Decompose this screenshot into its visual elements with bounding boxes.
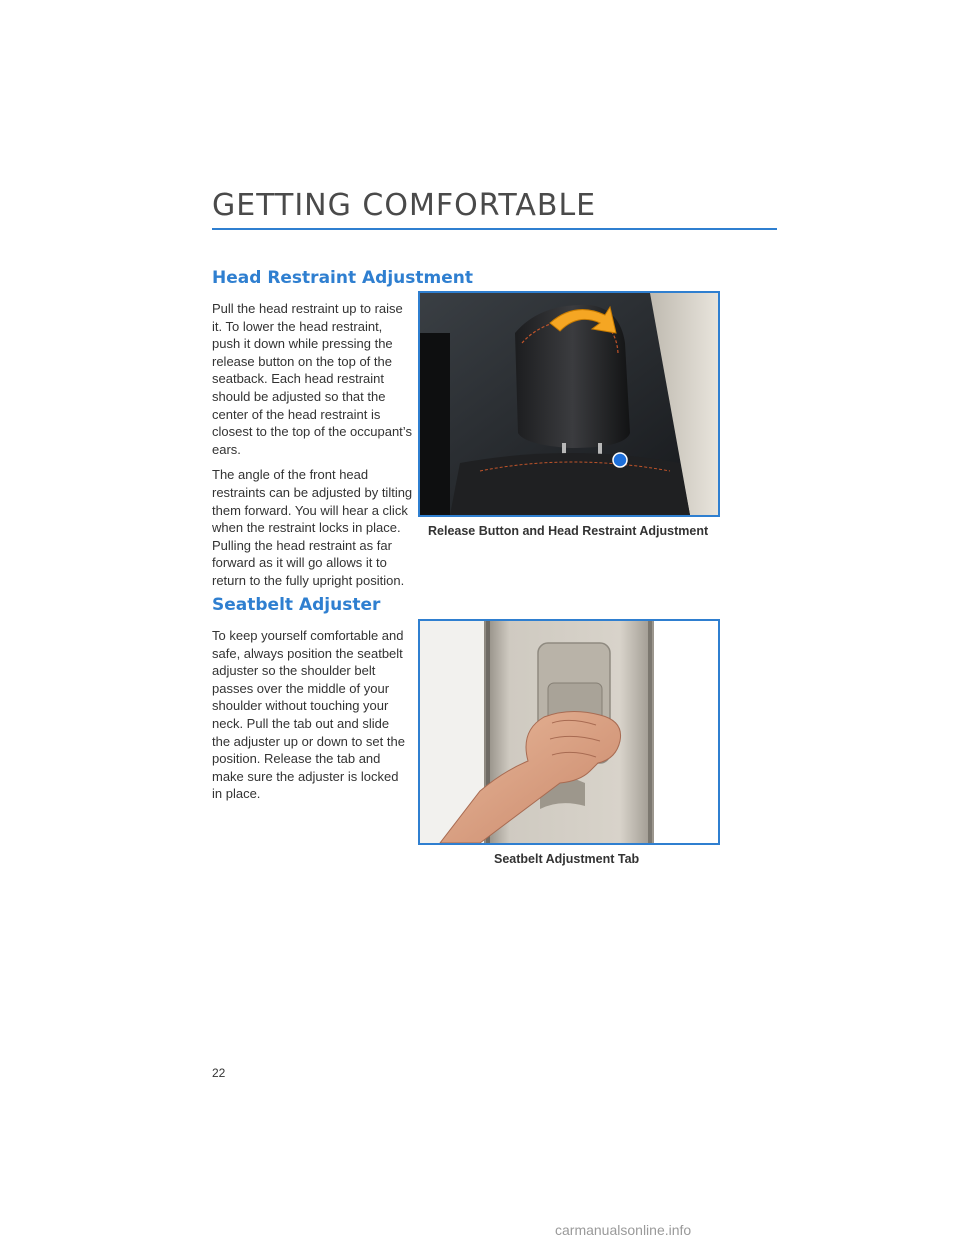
seatbelt-illustration bbox=[420, 621, 718, 843]
watermark: carmanualsonline.info bbox=[555, 1222, 692, 1238]
head-restraint-caption: Release Button and Head Restraint Adjustment bbox=[428, 524, 709, 538]
seatbelt-body bbox=[212, 627, 406, 811]
head-restraint-paragraph-1: Pull the head restraint up to raise it. To lower the head restraint, push it down while pressing the release button on the top of the seatback. Each head restraint should be adjusted so that the center of the head restraint is closest to the top of the occupant’s ears. bbox=[212, 301, 412, 457]
seatbelt-heading: Seatbelt Adjuster bbox=[212, 595, 381, 615]
head-restraint-body bbox=[212, 300, 412, 598]
head-restraint-photo bbox=[418, 291, 720, 517]
release-button-marker-icon bbox=[613, 453, 627, 467]
section-header: GETTING COMFORTABLE bbox=[212, 188, 597, 223]
seatbelt-paragraph-1: To keep yourself comfortable and safe, always position the seatbelt adjuster so the shoulder belt passes over the middle of your shoulder without touching your neck. Pull the tab out and slide the adjuster up or down to set the position. Release the tab and make sure the adjuster is locked in place. bbox=[212, 628, 405, 802]
head-restraint-illustration bbox=[420, 293, 718, 515]
seatbelt-photo bbox=[418, 619, 720, 845]
page-number: 22 bbox=[212, 1066, 226, 1080]
header-rule bbox=[212, 228, 777, 230]
head-restraint-paragraph-2: The angle of the front head restraints can be adjusted by tilting them forward. You will hear a click when the restraint locks in place. Pulling the head restraint as far forward as it will go allows it to return to the fully upright position. bbox=[212, 467, 413, 588]
head-restraint-heading: Head Restraint Adjustment bbox=[212, 268, 473, 288]
seatbelt-caption: Seatbelt Adjustment Tab bbox=[494, 852, 640, 866]
